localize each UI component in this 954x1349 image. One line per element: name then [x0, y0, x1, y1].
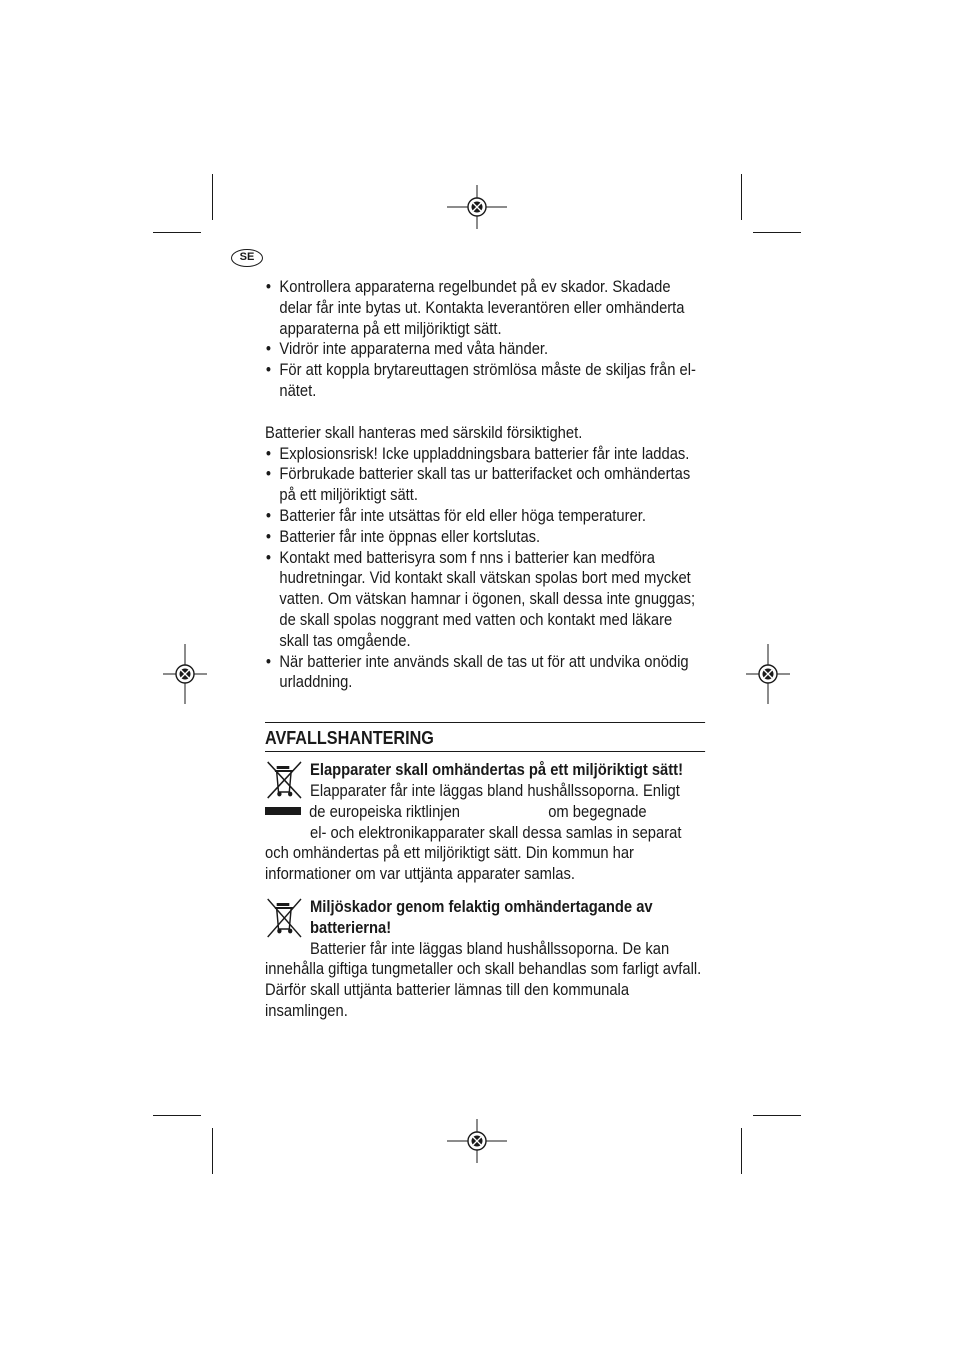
disposal-text-line: de europeiska riktlinjen om begegnade	[265, 802, 705, 823]
crop-mark	[212, 174, 213, 220]
crossed-out-wheelie-bin-icon	[265, 760, 305, 800]
registration-mark-icon	[447, 185, 507, 229]
electronics-disposal	[265, 760, 705, 885]
crop-mark	[741, 1128, 742, 1174]
heading-rule-top	[265, 722, 705, 723]
crop-mark	[753, 1115, 801, 1116]
safety-list	[265, 277, 705, 402]
list-item: • Batterier får inte utsättas för eld eller höga temperaturer.	[265, 506, 705, 527]
section-heading: AVFALLSHANTERING	[265, 728, 434, 749]
section-heading-block	[265, 722, 705, 752]
registration-mark-icon	[163, 644, 207, 704]
list-item: • För att koppla brytareuttagen strömlösa måste de skiljas från el-nätet.	[265, 360, 705, 402]
crop-mark	[153, 232, 201, 233]
registration-mark-icon	[746, 644, 790, 704]
heading-rule-bottom	[265, 751, 705, 752]
language-badge: SE	[231, 249, 263, 267]
battery-disposal	[265, 897, 705, 1022]
list-item: • Förbrukade batterier skall tas ur batterifacket och omhändertas på ett miljöriktigt sätt.	[265, 464, 705, 506]
disposal-title: Elapparater skall omhändertas på ett miljöriktigt sätt!	[310, 761, 683, 780]
black-bar	[265, 807, 301, 815]
registration-mark-icon	[447, 1119, 507, 1163]
battery-disposal-text: innehålla giftiga tungmetaller och skall behandlas som farligt avfall. Därför skall uttjänta batterier lämnas till den kommunala insamlingen.	[265, 960, 702, 1020]
list-item: • Batterier får inte öppnas eller kortslutas.	[265, 527, 705, 548]
battery-intro: Batterier skall hanteras med särskild försiktighet.	[265, 423, 583, 442]
battery-disposal-text-line: Batterier får inte läggas bland hushållssoporna. De kan	[310, 939, 670, 958]
crop-mark	[741, 174, 742, 220]
crop-mark	[212, 1128, 213, 1174]
disposal-text: och omhändertas på ett miljöriktigt sätt. Din kommun har informationer om var uttjänta apparater samlas.	[265, 844, 634, 884]
list-item: • När batterier inte används skall de tas ut för att undvika onödig urladdning.	[265, 652, 705, 694]
list-item: • Kontakt med batterisyra som f nns i batterier kan medföra hudretningar. Vid kontakt skall vätskan spolas bort med mycket vatten. Om vätskan hamnar i ögonen, skall dessa inte gnuggas; de skall spolas noggrant med vatten och kontakt med läkare skall tas omgående.	[265, 548, 705, 652]
crossed-out-wheelie-bin-icon	[265, 897, 305, 939]
list-item: • Kontrollera apparaterna regelbundet på ev skador. Skadade delar får inte bytas ut. Kontakta leverantören eller omhänderta apparaterna på ett miljöriktigt sätt.	[265, 277, 705, 339]
disposal-text-line: Elapparater får inte läggas bland hushållssoporna. Enligt	[310, 781, 680, 800]
crop-mark	[753, 232, 801, 233]
battery-list	[265, 444, 705, 694]
manual-page-content	[265, 277, 705, 1022]
battery-disposal-title: Miljöskador genom felaktig omhändertagande av batterierna!	[310, 897, 653, 937]
disposal-text-line: el- och elektronikapparater skall dessa samlas in separat	[310, 823, 682, 842]
crop-mark	[153, 1115, 201, 1116]
list-item: • Explosionsrisk! Icke uppladdningsbara batterier får inte laddas.	[265, 444, 705, 465]
list-item: • Vidrör inte apparaterna med våta händer.	[265, 339, 705, 360]
